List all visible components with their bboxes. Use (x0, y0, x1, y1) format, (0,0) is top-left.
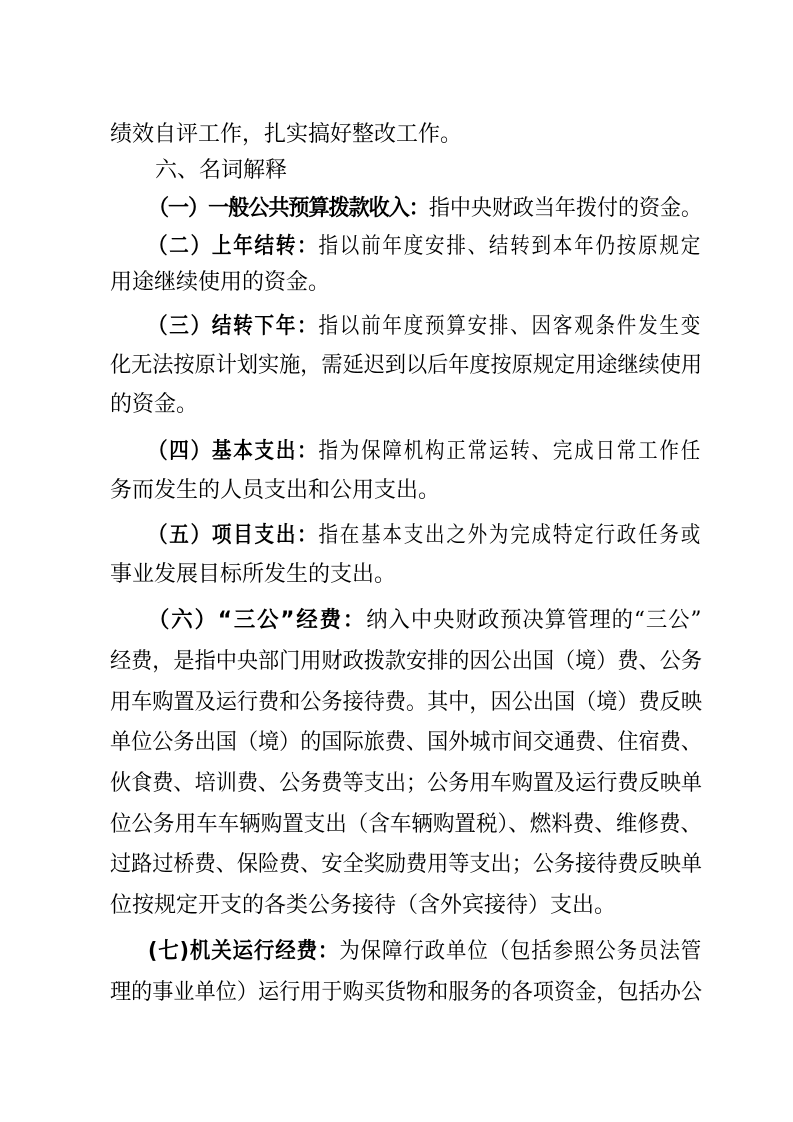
definition-term: （五）项目支出： (148, 523, 319, 548)
text-run: 务而发生的人员支出和公用支出。 (110, 478, 441, 503)
text-run: 经费，是指中央部门用财政拨款安排的因公出国（境）费、公务 (110, 649, 702, 674)
text-run: 绩效自评工作，扎实搞好整改工作。 (110, 122, 463, 147)
paragraph-line (110, 352, 702, 380)
paragraph-line (110, 391, 198, 419)
text-run: 理的事业单位）运行用于购买货物和服务的各项资金，包括办公 (110, 980, 702, 1005)
text-run: 用车购置及运行费和公务接待费。其中，因公出国（境）费反映 (110, 690, 702, 715)
definition-line (148, 938, 702, 966)
text-run: 的资金。 (110, 392, 199, 417)
definition-term: （四）基本支出： (148, 439, 319, 464)
definition-text: 指以前年度预算安排、因客观条件发生变 (318, 314, 703, 339)
text-run: 位按规定开支的各类公务接待（含外宾接待）支出。 (110, 893, 617, 918)
paragraph-line (110, 648, 702, 676)
text-run: 单位公务出国（境）的国际旅费、国外城市间交通费、住宿费、 (110, 730, 702, 755)
text-run: 过路过桥费、保险费、安全奖励费用等支出；公务接待费反映单 (110, 852, 702, 877)
paragraph-line (110, 561, 396, 589)
text-run: 化无法按原计划实施，需延迟到以后年度按原规定用途继续使用 (110, 353, 702, 378)
definition-text: 指以前年度安排、结转到本年仍按原规定 (318, 234, 703, 259)
paragraph-line (110, 979, 702, 1007)
definition-line (148, 522, 702, 550)
paragraph-line (110, 851, 702, 879)
definition-text: 指中央财政当年拨付的资金。 (428, 196, 703, 221)
paragraph-line (110, 689, 702, 717)
text-run: 用途继续使用的资金。 (110, 270, 331, 295)
definition-line (148, 195, 702, 223)
definition-term: （六）“三公”经费： (148, 608, 367, 633)
definition-term: （二）上年结转： (148, 234, 319, 259)
paragraph-line (110, 892, 616, 920)
paragraph-line (110, 121, 463, 149)
definition-line (148, 607, 702, 635)
paragraph-line (110, 477, 440, 505)
definition-term: (七)机关运行经费： (148, 939, 340, 964)
section-heading-text: 六、名词解释 (155, 158, 288, 183)
text-run: 事业发展目标所发生的支出。 (110, 562, 397, 587)
text-run: 位公务用车车辆购置支出（含车辆购置税）、燃料费、维修费、 (110, 812, 703, 837)
section-heading (155, 157, 287, 185)
paragraph-line (110, 269, 330, 297)
definition-text: 指为保障机构正常运转、完成日常工作任 (318, 439, 703, 464)
paragraph-line (110, 811, 702, 839)
definition-line (148, 438, 702, 466)
paragraph-line (110, 729, 702, 757)
definition-term: （三）结转下年： (148, 314, 319, 339)
definition-line (148, 313, 702, 341)
definition-text: 指在基本支出之外为完成特定行政任务或 (318, 523, 703, 548)
paragraph-line (110, 770, 702, 798)
definition-term: （一）一般公共预算拨款收入： (148, 196, 429, 221)
definition-text: 纳入中央财政预决算管理的“三公” (366, 608, 703, 633)
definition-line (148, 233, 702, 261)
text-run: 伙食费、培训费、公务费等支出；公务用车购置及运行费反映单 (110, 771, 702, 796)
definition-text: 为保障行政单位（包括参照公务员法管 (339, 939, 703, 964)
